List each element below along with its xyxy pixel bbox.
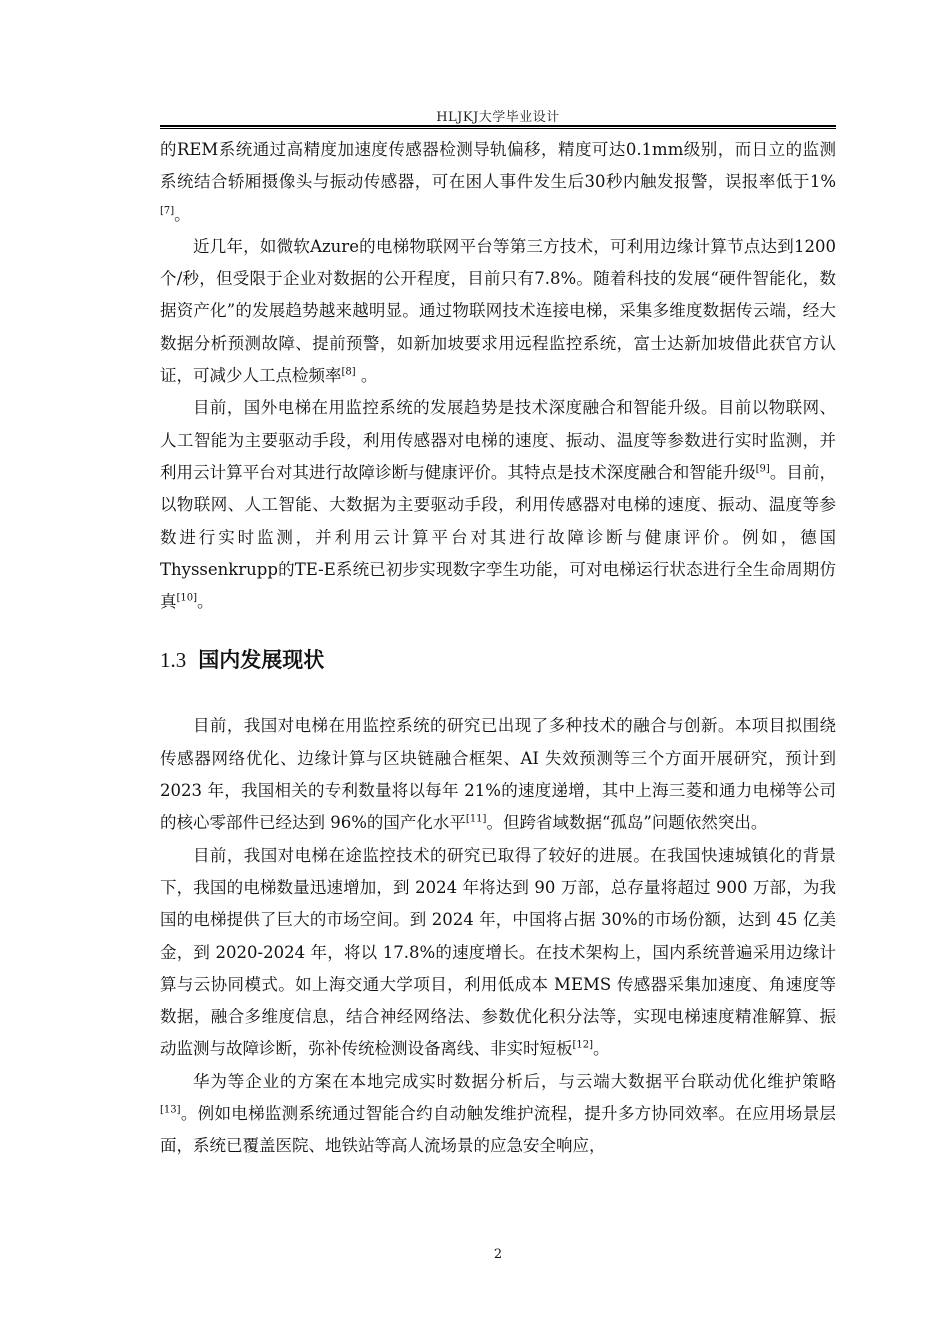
citation-12[interactable]: [12]	[572, 1039, 594, 1051]
page-number: 2	[493, 1247, 503, 1262]
section-heading	[160, 644, 836, 676]
page-header: HLJKJ大学毕业设计	[436, 110, 560, 125]
section-number: 1.3	[160, 648, 187, 673]
section-title: 国内发展现状	[198, 648, 325, 673]
paragraph-foreign-trends: 目前，国外电梯在用监控系统的发展趋势是技术深度融合和智能升级。目前以物联网、人工智能为主要驱动手段，利用传感器对电梯的速度、振动、温度等参数进行实时监测，并利用云计算平台对其进行故障诊断与健康评价。其特点是技术深度融合和智能升级[9]。目前，以物联网、人工智能、大数据为主要驱动手段，利用传感器对电梯的速度、振动、温度等参数进行实时监测，并利用云计算平台对其进行故障诊断与健康评价。例如，德国Thyssenkrupp的TE-E系统已初步实现数字孪生功能，可对电梯运行状态进行全生命周期仿真[10]。	[160, 398, 837, 612]
paragraph-domestic-research: 目前，我国对电梯在用监控系统的研究已出现了多种技术的融合与创新。本项目拟围绕传感器网络优化、边缘计算与区块链融合框架、AI 失效预测等三个方面开展研究，预计到 2023 年，我国相关的专利数量将以每年 21%的速度递增，其中上海三菱和通力电梯等公司的核心零部件已经达到 96%的国产化水平[11]。但跨省域数据“孤岛”问题依然突出。	[160, 716, 836, 833]
citation-10[interactable]: [10]	[176, 592, 198, 604]
citation-9[interactable]: [9]	[755, 463, 770, 475]
page-body	[160, 134, 836, 1163]
citation-8[interactable]: [8]	[341, 366, 356, 378]
paragraph-rem-hitachi: 的REM系统通过高精度加速度传感器检测导轨偏移，精度可达0.1mm级别，而日立的监测系统结合轿厢摄像头与振动传感器，可在困人事件发生后30秒内触发报警，误报率低于1%[7]。	[160, 140, 836, 224]
paragraph-huawei: 华为等企业的方案在本地完成实时数据分析后，与云端大数据平台联动优化维护策略[13]。例如电梯监测系统通过智能合约自动触发维护流程，提升多方协同效率。在应用场景层面，系统已覆盖医院、地铁站等高人流场景的应急安全响应，	[160, 1071, 836, 1156]
paragraph-azure: 近几年，如微软Azure的电梯物联网平台等第三方技术，可利用边缘计算节点达到1200个/秒，但受限于企业对数据的公开程度，目前只有7.8%。随着科技的发展“硬件智能化，数据资产化”的发展趋势越来越明显。通过物联网技术连接电梯，采集多维度数据传云端，经大数据分析预测故障、提前预警，如新加坡要求用远程监控系统，富士达新加坡借此获官方认证，可减少人工点检频率[8] 。	[160, 236, 836, 386]
paragraph-domestic-progress: 目前，我国对电梯在途监控技术的研究已取得了较好的进展。在我国快速城镇化的背景下，我国的电梯数量迅速增加，到 2024 年将达到 90 万部，总存量将超过 900 万部，为我国的电梯提供了巨大的市场空间。到 2024 年，中国将占据 30%的市场份额，达到 45 亿美金，到 2020-2024 年，将以 17.8%的速度增长。在技术架构上，国内系统普遍采用边缘计算与云协同模式。如上海交通大学项目，利用低成本 MEMS 传感器采集加速度、角速度等数据，融合多维度信息，结合神经网络法、参数优化积分法等，实现电梯速度精准解算、振动监测与故障诊断，弥补传统检测设备离线、非实时短板[12]。	[160, 845, 836, 1059]
citation-7[interactable]: [7]	[160, 205, 175, 217]
citation-11[interactable]: [11]	[465, 813, 487, 825]
header-rule	[160, 125, 836, 129]
citation-13[interactable]: [13]	[160, 1104, 181, 1116]
